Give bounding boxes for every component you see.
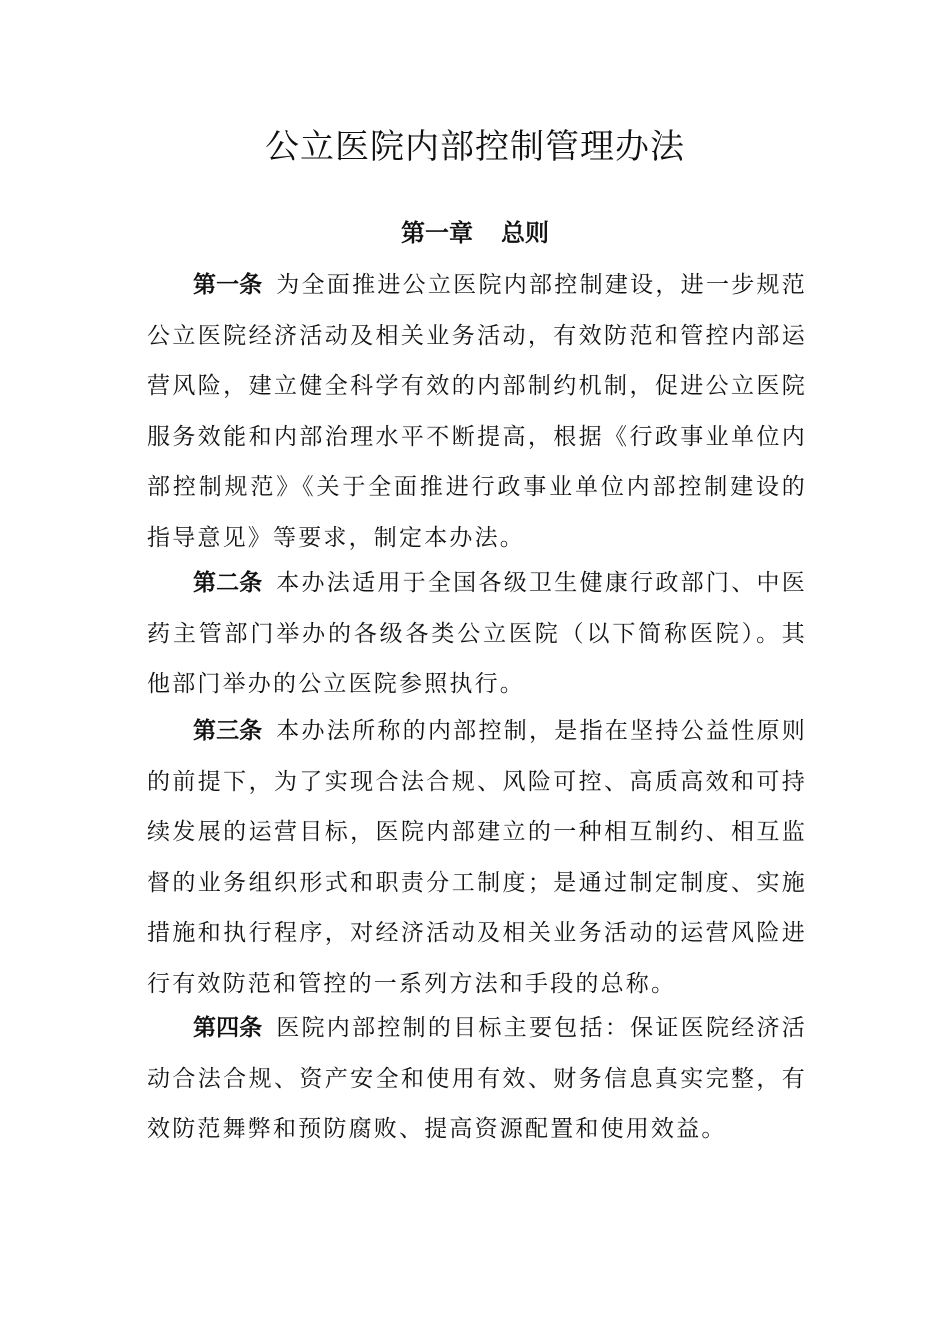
article-number: 第二条 bbox=[193, 570, 263, 596]
article-number: 第一条 bbox=[193, 272, 263, 298]
chapter-heading bbox=[0, 213, 950, 253]
article-number: 第四条 bbox=[193, 1015, 263, 1041]
chapter-name: 总则 bbox=[501, 219, 549, 247]
article-number: 第三条 bbox=[193, 718, 263, 744]
article-2 bbox=[147, 558, 807, 710]
article-text: 本办法适用于全国各级卫生健康行政部门、中医药主管部门举办的各级各类公立医院（以下简称医院）。其他部门举办的公立医院参照执行。 bbox=[147, 570, 807, 698]
document-title: 公立医院内部控制管理办法 bbox=[265, 126, 685, 167]
article-3 bbox=[147, 706, 807, 1010]
article-1 bbox=[147, 260, 807, 564]
article-4 bbox=[147, 1003, 807, 1155]
article-text: 为全面推进公立医院内部控制建设，进一步规范公立医院经济活动及相关业务活动，有效防范和管控内部运营风险，建立健全科学有效的内部制约机制，促进公立医院服务效能和内部治理水平不断提高，根据《行政事业单位内部控制规范》《关于全面推进行政事业单位内部控制建设的指导意见》等要求，制定本办法。 bbox=[147, 272, 807, 551]
article-text: 本办法所称的内部控制，是指在坚持公益性原则的前提下，为了实现合法合规、风险可控、高质高效和可持续发展的运营目标，医院内部建立的一种相互制约、相互监督的业务组织形式和职责分工制度；是通过制定制度、实施措施和执行程序，对经济活动及相关业务活动的运营风险进行有效防范和管控的一系列方法和手段的总称。 bbox=[147, 718, 807, 997]
chapter-number: 第一章 bbox=[401, 219, 473, 247]
article-text: 医院内部控制的目标主要包括：保证医院经济活动合法合规、资产安全和使用有效、财务信息真实完整，有效防范舞弊和预防腐败、提高资源配置和使用效益。 bbox=[147, 1015, 807, 1143]
